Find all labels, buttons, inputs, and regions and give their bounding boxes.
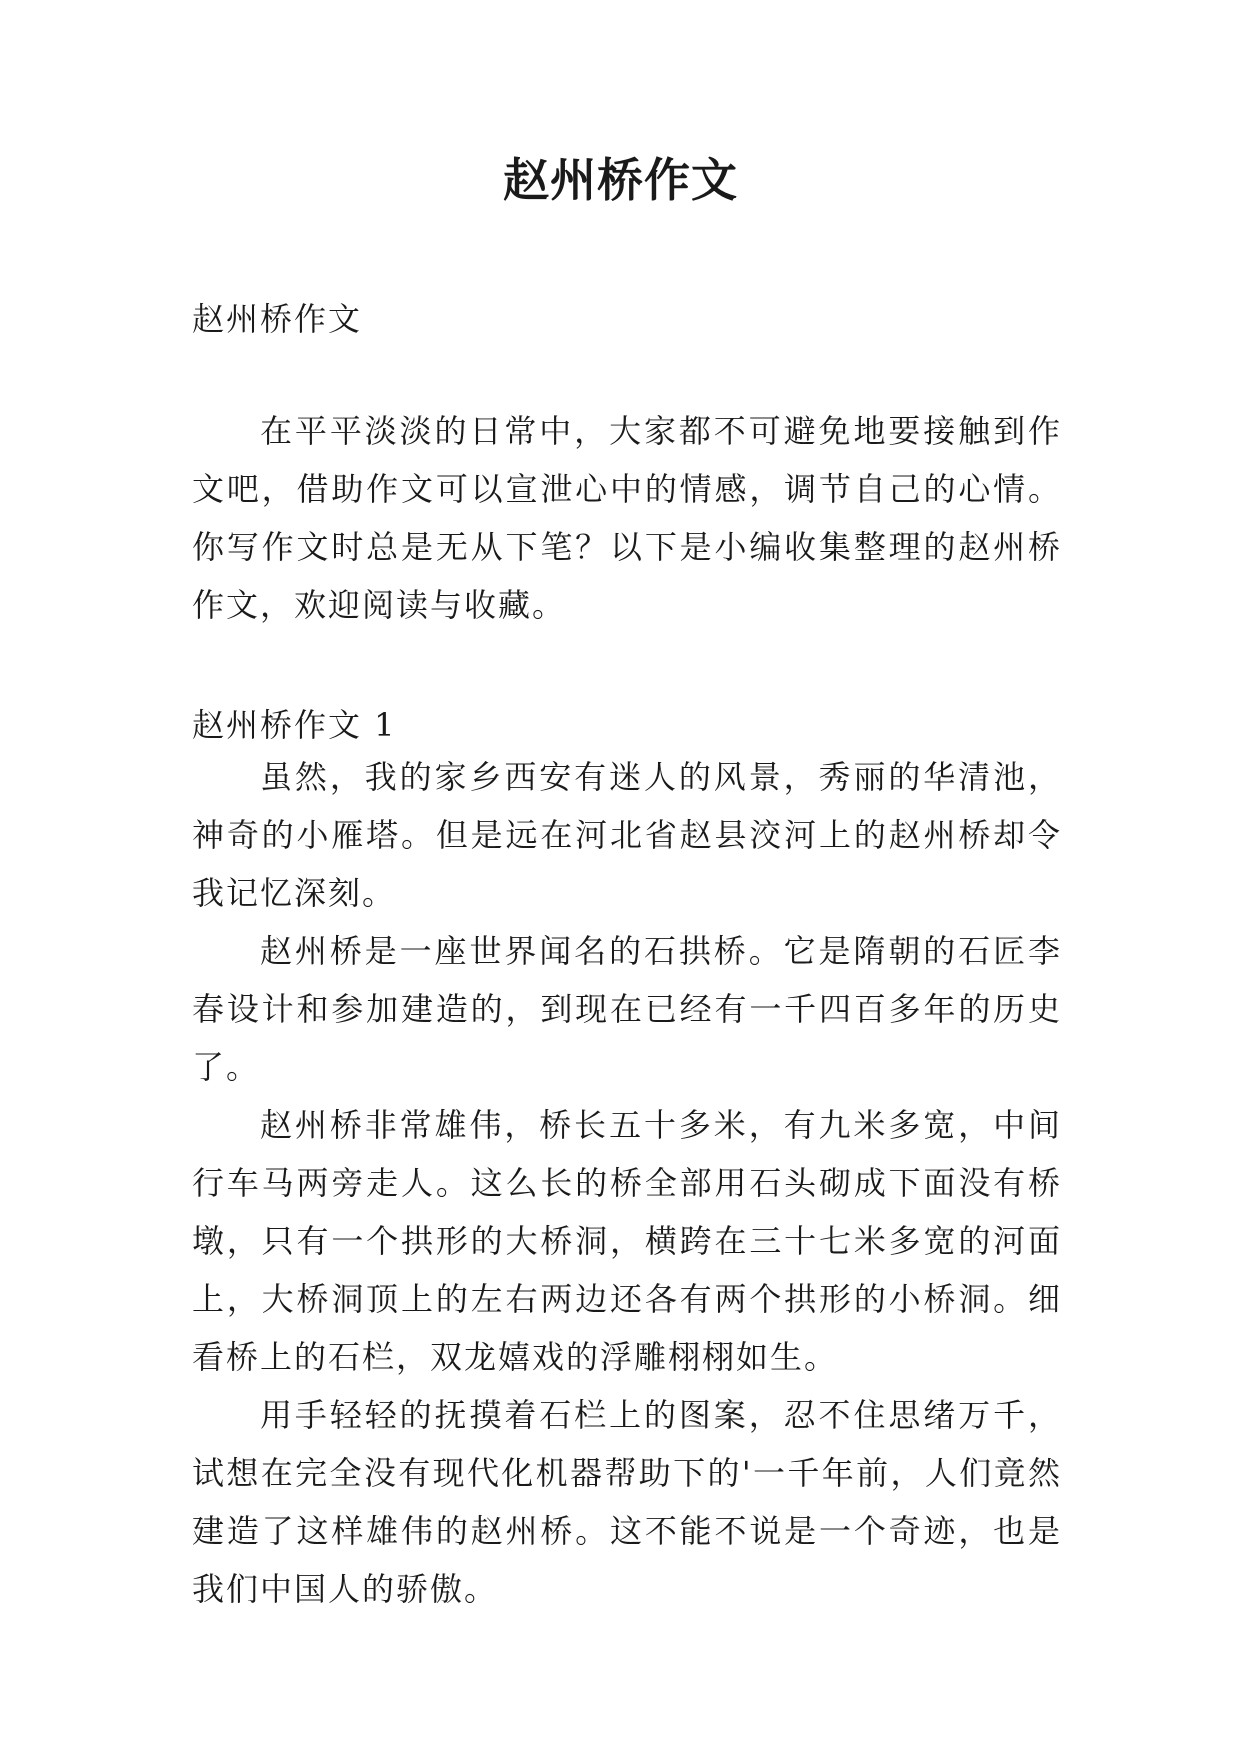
- subtitle-text: 赵州桥作文: [192, 300, 363, 338]
- intro-paragraph: 在平平淡淡的日常中，大家都不可避免地要接触到作文吧，借助作文可以宣泄心中的情感，调节自己的心情。你写作文时总是无从下笔？以下是小编收集整理的赵州桥作文，欢迎阅读与收藏。: [192, 412, 1062, 624]
- essay-paragraph: 用手轻轻的抚摸着石栏上的图案，忍不住思绪万千，试想在完全没有现代化机器帮助下的'一千年前，人们竟然建造了这样雄伟的赵州桥。这不能不说是一个奇迹，也是我们中国人的骄傲。: [192, 1396, 1062, 1608]
- essay-paragraph: 赵州桥非常雄伟，桥长五十多米，有九米多宽，中间行车马两旁走人。这么长的桥全部用石头砌成下面没有桥墩，只有一个拱形的大桥洞，横跨在三十七米多宽的河面上，大桥洞顶上的左右两边还各有两个拱形的小桥洞。细看桥上的石栏，双龙嬉戏的浮雕栩栩如生。: [192, 1106, 1062, 1376]
- section-heading-block: [192, 696, 1062, 754]
- essay-paragraph: 虽然，我的家乡西安有迷人的风景，秀丽的华清池，神奇的小雁塔。但是远在河北省赵县洨河上的赵州桥却令我记忆深刻。: [192, 758, 1062, 912]
- essay-body: [192, 748, 1062, 1618]
- document-title: 赵州桥作文: [503, 153, 738, 207]
- section-heading: 赵州桥作文 1: [192, 706, 397, 744]
- document-subtitle: [192, 290, 1062, 348]
- intro-block: [192, 402, 1062, 634]
- essay-paragraph: 赵州桥是一座世界闻名的石拱桥。它是隋朝的石匠李春设计和参加建造的，到现在已经有一千四百多年的历史了。: [192, 932, 1062, 1086]
